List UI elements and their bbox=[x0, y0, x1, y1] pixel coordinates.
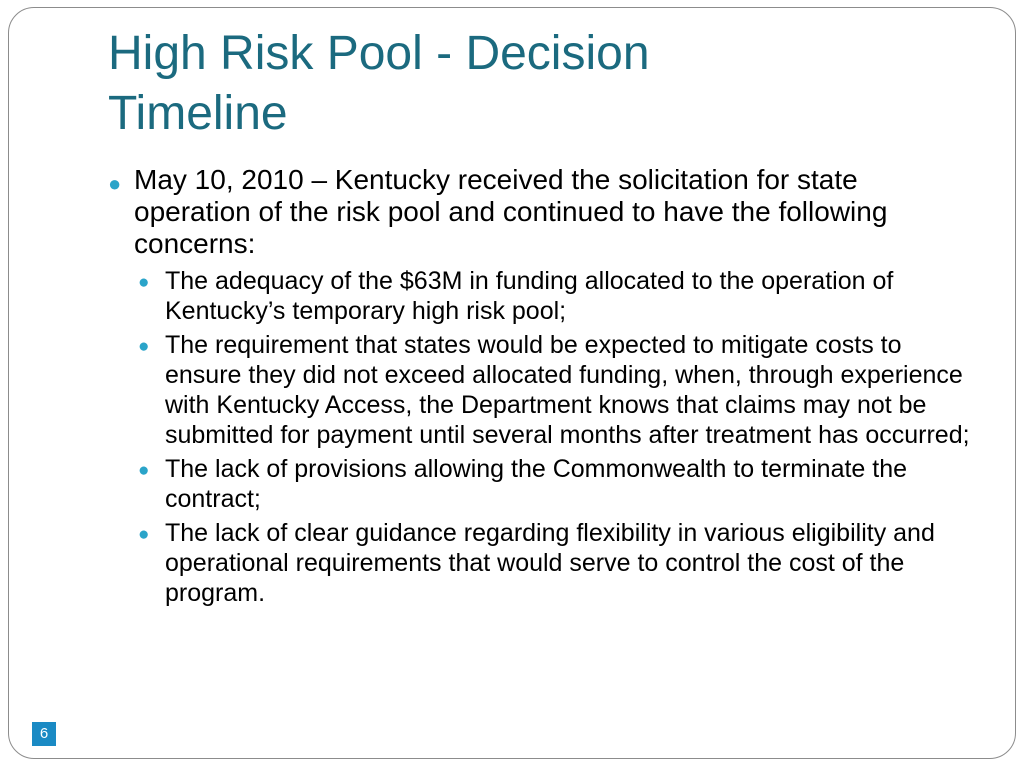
bullet-icon: ● bbox=[138, 336, 150, 357]
slide-content bbox=[108, 164, 978, 612]
sub-bullet bbox=[134, 518, 978, 608]
sub-bullet-text: The lack of clear guidance regarding flexibility in various eligibility and operational requirements that would serve to control the cost of the program. bbox=[165, 519, 935, 607]
bullet-icon: ● bbox=[138, 460, 150, 481]
sub-bullet-text: The lack of provisions allowing the Commonwealth to terminate the contract; bbox=[165, 455, 908, 513]
sub-bullet bbox=[134, 266, 978, 326]
sub-bullet bbox=[134, 330, 978, 450]
page-number-badge: 6 bbox=[32, 722, 56, 746]
sub-bullet-list bbox=[108, 266, 978, 608]
slide-title bbox=[108, 24, 908, 144]
main-bullet bbox=[108, 164, 978, 260]
bullet-icon: ● bbox=[138, 524, 150, 545]
bullet-icon: ● bbox=[108, 171, 122, 196]
title-line-2: Timeline bbox=[108, 87, 288, 140]
title-line-1: High Risk Pool - Decision bbox=[108, 27, 650, 80]
sub-bullet bbox=[134, 454, 978, 514]
sub-bullet-text: The adequacy of the $63M in funding allocated to the operation of Kentucky’s temporary high risk pool; bbox=[165, 267, 894, 325]
main-bullet-text: May 10, 2010 – Kentucky received the solicitation for state operation of the risk pool and continued to have the following concerns: bbox=[134, 164, 888, 259]
bullet-icon: ● bbox=[138, 272, 150, 293]
sub-bullet-text: The requirement that states would be expected to mitigate costs to ensure they did not exceed allocated funding, when, through experience with Kentucky Access, the Department knows that claims may not be submitted for payment until several months after treatment has occurred; bbox=[165, 331, 970, 449]
